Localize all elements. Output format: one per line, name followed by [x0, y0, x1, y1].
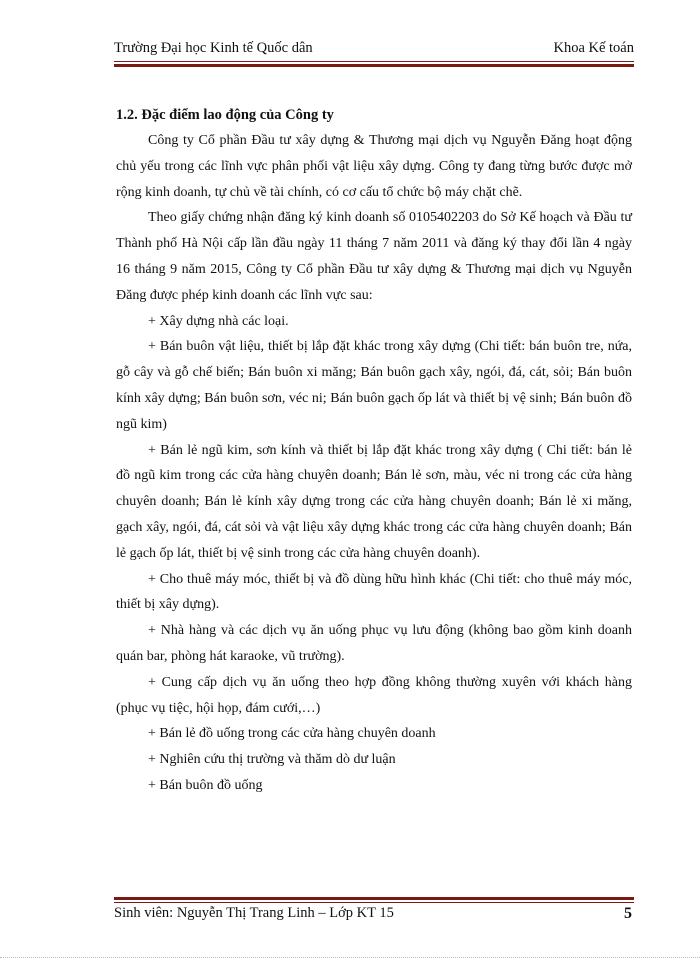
- header-divider-thick: [114, 64, 634, 67]
- business-line-item: + Bán lẻ đồ uống trong các cửa hàng chuyên doanh: [148, 726, 436, 742]
- page-number: 5: [624, 905, 632, 922]
- business-line-item: + Xây dựng nhà các loại.: [148, 313, 289, 329]
- page-boundary: [0, 957, 700, 958]
- paragraph-license: Theo giấy chứng nhận đăng ký kinh doanh số 0105402203 do Sở Kế hoạch và Đầu tư Thành phố Hà Nội cấp lần đầu ngày 11 tháng 7 năm 2011 và đăng ký thay đổi lần 4 ngày 16 tháng 9 năm 2015, Công ty Cổ phần Đầu tư xây dựng & Thương mại dịch vụ Nguyễn Đăng được phép kinh doanh các lĩnh vực sau:: [116, 210, 632, 303]
- business-line-item: + Cung cấp dịch vụ ăn uống theo hợp đồng không thường xuyên với khách hàng (phục vụ tiệc, hội họp, đám cưới,…): [116, 674, 632, 716]
- footer-divider-thin: [114, 902, 634, 903]
- business-line-item: + Bán buôn vật liệu, thiết bị lắp đặt khác trong xây dựng (Chi tiết: bán buôn tre, nứa, gỗ cây và gỗ chế biến; Bán buôn xi măng; Bán buôn gạch xây, ngói, đá, cát, sỏi; Bán buôn kính xây dựng; Bán buôn sơn, véc ni; Bán buôn gạch ốp lát và thiết bị vệ sinh; Bán buôn đồ ngũ kim): [116, 339, 632, 432]
- header-university: Trường Đại học Kinh tế Quốc dân: [114, 40, 313, 56]
- business-line-item: + Bán lẻ ngũ kim, sơn kính và thiết bị lắp đặt khác trong xây dựng ( Chi tiết: bán lẻ đồ ngũ kim trong các cửa hàng chuyên doanh; Bán lẻ sơn, màu, véc ni trong các cửa hàng chuyên doanh; Bán lẻ kính xây dựng trong các cửa hàng chuyên doanh; Bán lẻ xi măng, gạch xây, ngói, đá, cát sỏi và vật liệu xây dựng khác trong các cửa hàng chuyên doanh; Bán lẻ gạch ốp lát, thiết bị vệ sinh trong các cửa hàng chuyên doanh).: [116, 442, 632, 561]
- footer-student: Sinh viên: Nguyễn Thị Trang Linh – Lớp KT 15: [114, 905, 394, 921]
- business-line-item: + Cho thuê máy móc, thiết bị và đồ dùng hữu hình khác (Chi tiết: cho thuê máy móc, thiết bị xây dựng).: [116, 571, 632, 613]
- paragraph-intro: Công ty Cổ phần Đầu tư xây dựng & Thương mại dịch vụ Nguyễn Đăng hoạt động chủ yếu trong các lĩnh vực phân phối vật liệu xây dựng. Công ty đang từng bước được mở rộng kinh doanh, tự chủ về tài chính, có cơ cấu tổ chức bộ máy chặt chẽ.: [116, 133, 632, 200]
- section-heading: 1.2. Đặc điểm lao động của Công ty: [116, 107, 334, 123]
- business-line-item: + Nghiên cứu thị trường và thăm dò dư luận: [148, 752, 396, 768]
- header-faculty: Khoa Kế toán: [553, 40, 634, 56]
- business-line-item: + Bán buôn đồ uống: [148, 777, 263, 793]
- footer-divider-thick: [114, 897, 634, 900]
- page-body: [116, 107, 632, 799]
- header-divider-thin: [114, 61, 634, 62]
- page-header: [114, 40, 634, 57]
- page-footer: [114, 905, 634, 923]
- business-line-item: + Nhà hàng và các dịch vụ ăn uống phục vụ lưu động (không bao gồm kinh doanh quán bar, phòng hát karaoke, vũ trường).: [116, 623, 632, 664]
